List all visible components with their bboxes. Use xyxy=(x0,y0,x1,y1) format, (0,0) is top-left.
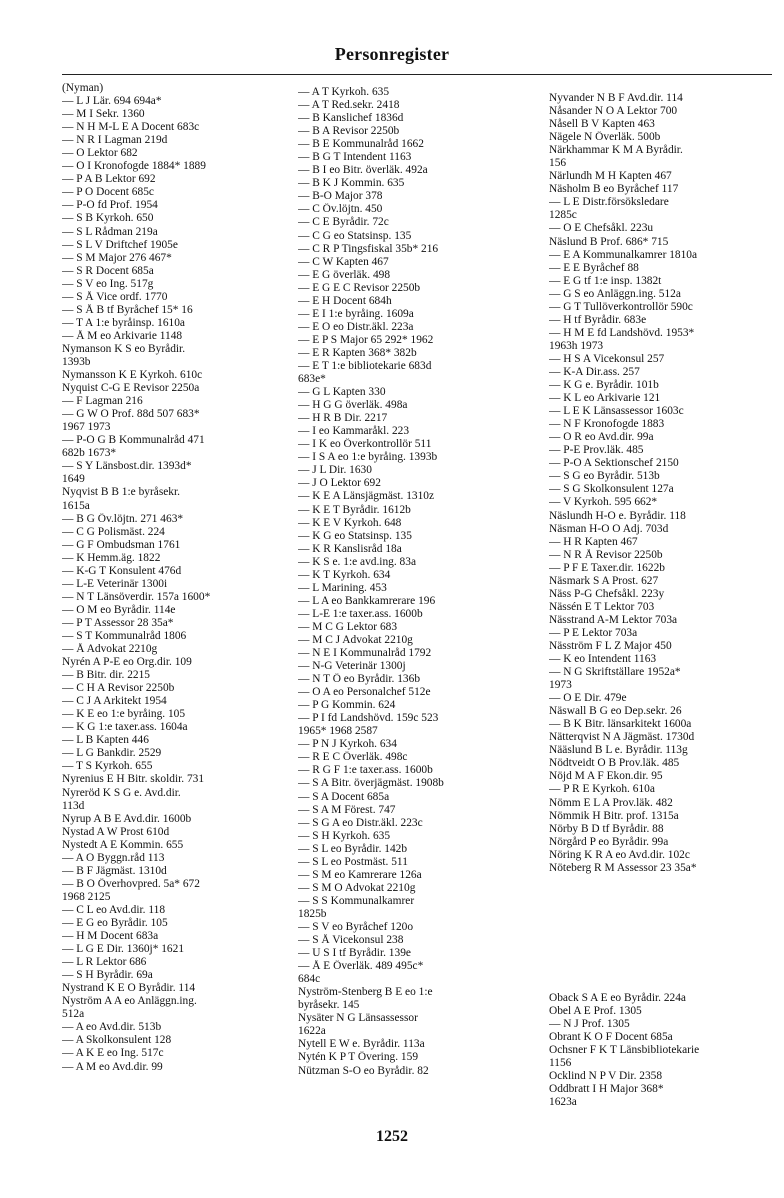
index-entry: — S G Skolkonsulent 127a xyxy=(549,483,674,496)
index-entry: Nytell E W e. Byrådir. 113a xyxy=(298,1038,425,1051)
index-entry: Näsholm B eo Byråchef 117 xyxy=(549,183,679,196)
index-entry: — C J A Arkitekt 1954 xyxy=(62,695,167,708)
index-entry: Nåsander N O A Lektor 700 xyxy=(549,105,678,118)
index-entry: — C R P Tingsfiskal 35b* 216 xyxy=(298,242,439,255)
index-entry: — S L eo Postmäst. 511 xyxy=(298,855,408,868)
index-entry: — P-O fd Prof. 1954 xyxy=(62,199,158,212)
index-entry: 156 xyxy=(549,157,567,170)
index-entry: Nätterqvist N A Jägmäst. 1730d xyxy=(549,731,695,744)
index-entry: Näsman H-O O Adj. 703d xyxy=(549,522,669,535)
index-entry: — N E I Kommunalråd 1792 xyxy=(298,647,432,660)
index-entry: Näswall B G eo Dep.sekr. 26 xyxy=(549,705,682,718)
index-entry: — H S A Vicekonsul 257 xyxy=(549,352,665,365)
index-entry: — B-O Major 378 xyxy=(298,190,383,203)
index-entry: — B G T Intendent 1163 xyxy=(298,151,412,164)
index-entry: Näss P-G Chefsåkl. 223y xyxy=(549,587,665,600)
index-entry: — C L eo Avd.dir. 118 xyxy=(62,903,166,916)
index-entry: — M C J Advokat 2210g xyxy=(298,633,413,646)
index-entry: — K E V Kyrkoh. 648 xyxy=(298,516,402,529)
index-entry: — L R Lektor 686 xyxy=(62,956,147,969)
index-entry: — P I fd Landshövd. 159c 523 xyxy=(298,712,439,725)
index-entry: — G S eo Anläggn.ing. 512a xyxy=(549,287,681,300)
index-entry: — K E eo 1:e byråing. 105 xyxy=(62,708,186,721)
index-entry: — S Y Länsbost.dir. 1393d* xyxy=(62,460,192,473)
index-entry: — H R B Dir. 2217 xyxy=(298,412,388,425)
index-entry: Nääslund B L e. Byrådir. 113g xyxy=(549,744,688,757)
index-entry: Nystedt A E Kommin. 655 xyxy=(62,838,184,851)
index-entry: 512a xyxy=(62,1008,85,1021)
index-entry: Nytén K P T Övering. 159 xyxy=(298,1051,419,1064)
index-entry: — C G eo Statsinsp. 135 xyxy=(298,229,412,242)
index-entry: — S Å Vice ordf. 1770 xyxy=(62,290,168,303)
index-entry: Närkhammar K M A Byrådir. xyxy=(549,144,683,157)
index-entry: 682b 1673* xyxy=(62,447,117,460)
index-entry: — A T Kyrkoh. 635 xyxy=(298,86,390,98)
index-entry: — P-E Prov.läk. 485 xyxy=(549,444,644,457)
index-entry: 1649 xyxy=(62,473,85,486)
index-entry: Oback S A E eo Byrådir. 224a xyxy=(549,992,686,1004)
index-entry: 1615a xyxy=(62,499,90,512)
index-entry: — L-E Veterinär 1300i xyxy=(62,577,168,590)
index-entry: — J L Dir. 1630 xyxy=(298,464,372,477)
index-entry: Nömmik H Bitr. prof. 1315a xyxy=(549,809,679,822)
index-entry: — K G 1:e taxer.ass. 1604a xyxy=(62,721,188,734)
index-entry: — K T Kyrkoh. 634 xyxy=(298,568,391,581)
index-entry: — Å E Överläk. 489 495c* xyxy=(298,960,424,973)
index-entry: — G F Ombudsman 1761 xyxy=(62,538,181,551)
index-entry: Nässtrand A-M Lektor 703a xyxy=(549,613,678,626)
index-entry: — L E Distr.försöksledare xyxy=(549,196,669,209)
index-entry: — H tf Byrådir. 683e xyxy=(549,313,647,326)
index-entry: — P G Kommin. 624 xyxy=(298,699,396,712)
index-entry: — H M Docent 683a xyxy=(62,930,159,943)
index-entry: Nymanson K S eo Byrådir. xyxy=(62,342,186,355)
index-entry: Näslundh H-O e. Byrådir. 118 xyxy=(549,509,686,522)
index-entry: — F Lagman 216 xyxy=(62,395,143,408)
index-entry: — I eo Kammaråkl. 223 xyxy=(298,425,410,438)
index-entry: — S T Kommunalråd 1806 xyxy=(62,629,187,642)
index-entry: — P E Lektor 703a xyxy=(549,626,638,639)
index-entry: Obel A E Prof. 1305 xyxy=(549,1005,642,1018)
index-entry: Nömm E L A Prov.läk. 482 xyxy=(549,796,673,809)
index-entry: — G T Tullöverkontrollör 590c xyxy=(549,300,693,313)
index-entry: — E R Kapten 368* 382b xyxy=(298,346,417,359)
index-entry: — S H Byrådir. 69a xyxy=(62,969,153,982)
index-entry: — A Skolkonsulent 128 xyxy=(62,1034,172,1047)
index-entry: 1973 xyxy=(549,679,572,692)
page-title: Personregister xyxy=(334,44,450,64)
index-entry: — B K J Kommin. 635 xyxy=(298,177,405,190)
index-entry: Oddbratt I H Major 368* xyxy=(549,1083,664,1096)
index-entry: — O M eo Byrådir. 114e xyxy=(62,603,176,616)
index-entry: 1156 xyxy=(549,1057,572,1070)
index-entry: — N T Ö eo Byrådir. 136b xyxy=(298,673,421,686)
index-entry: Nörgård P eo Byrådir. 99a xyxy=(549,835,669,848)
index-entry: — B Bitr. dir. 2215 xyxy=(62,669,150,682)
index-entry: — N F Kronofogde 1883 xyxy=(549,418,665,431)
index-entry: — P N J Kyrkoh. 634 xyxy=(298,738,397,751)
index-entry: — C G Polismäst. 224 xyxy=(62,525,165,538)
index-entry: 1968 2125 xyxy=(62,890,111,903)
index-entry: — L-E 1:e taxer.ass. 1600b xyxy=(298,607,423,620)
index-entry: — O E Dir. 479e xyxy=(549,692,627,705)
index-entry: — P A B Lektor 692 xyxy=(62,173,156,186)
index-entry: — U S I tf Byrådir. 139e xyxy=(298,947,411,960)
index-entry: — S M eo Kamrerare 126a xyxy=(298,868,422,881)
index-entry: — S B Kyrkoh. 650 xyxy=(62,212,154,225)
index-entry: (Nyman) xyxy=(62,82,104,94)
index-entry: — B F Jägmäst. 1310d xyxy=(62,864,167,877)
index-entry: — S S Kommunalkamrer xyxy=(298,894,415,907)
index-entry: — L G Bankdir. 2529 xyxy=(62,747,162,760)
index-entry: Nyström A A eo Anläggn.ing. xyxy=(62,995,197,1008)
index-column-1 xyxy=(62,82,290,1074)
index-entry: — B O Överhovpred. 5a* 672 xyxy=(62,877,200,890)
index-entry: Nåsell B V Kapten 463 xyxy=(549,118,655,131)
index-entry: Nägele N Överläk. 500b xyxy=(549,131,661,144)
index-entry: — E I 1:e byråing. 1609a xyxy=(298,307,414,320)
index-entry: — R G F 1:e taxer.ass. 1600b xyxy=(298,764,433,777)
index-entry: — E T 1:e bibliotekarie 683d xyxy=(298,359,432,372)
index-entry: 684c xyxy=(298,973,321,986)
index-entry: — G L Kapten 330 xyxy=(298,386,386,399)
index-entry: — O Lektor 682 xyxy=(62,147,138,160)
index-entry: — H G G överläk. 498a xyxy=(298,399,408,412)
index-entry: — S V eo Byråchef 120o xyxy=(298,921,414,933)
index-entry: — L G E Dir. 1360j* 1621 xyxy=(62,943,185,956)
index-entry: Nödtveidt O B Prov.läk. 485 xyxy=(549,757,680,770)
index-entry: — C H A Revisor 2250b xyxy=(62,682,175,695)
index-entry: Nyrup A B E Avd.dir. 1600b xyxy=(62,812,192,825)
index-entry: — N H M-L E A Docent 683c xyxy=(62,121,200,134)
index-entry: Nyrén A P-E eo Org.dir. 109 xyxy=(62,656,192,669)
index-entry: Närlundh M H Kapten 467 xyxy=(549,170,672,183)
index-entry: — N R Å Revisor 2250b xyxy=(549,548,663,561)
index-entry: — P R E Kyrkoh. 610a xyxy=(549,783,655,796)
index-entry: byråsekr. 145 xyxy=(298,999,360,1012)
index-entry: — E G överläk. 498 xyxy=(298,268,391,281)
index-entry: Nöring K R A eo Avd.dir. 102c xyxy=(549,848,690,861)
index-column-3 xyxy=(549,92,777,875)
index-entry: — K E A Länsjägmäst. 1310z xyxy=(298,490,435,503)
index-entry: — K R Kanslisråd 18a xyxy=(298,542,402,555)
index-entry: — R E C Överläk. 498c xyxy=(298,751,408,764)
index-entry: — L Marining. 453 xyxy=(298,581,387,594)
index-entry: — B I eo Bitr. överläk. 492a xyxy=(298,164,428,177)
index-entry: — K G eo Statsinsp. 135 xyxy=(298,529,412,542)
index-entry: — B A Revisor 2250b xyxy=(298,125,400,138)
index-entry: Nützman S-O eo Byrådir. 82 xyxy=(298,1064,429,1077)
index-entry: — C Öv.löjtn. 450 xyxy=(298,203,383,216)
index-entry: — A K E eo Ing. 517c xyxy=(62,1047,164,1060)
index-entry: — C W Kapten 467 xyxy=(298,255,389,268)
index-entry: — O E Chefsåkl. 223u xyxy=(549,222,654,235)
index-entry: Nöteberg R M Assessor 23 35a* xyxy=(549,861,697,874)
index-entry: Näsmark S A Prost. 627 xyxy=(549,574,659,587)
index-entry: — S L eo Byrådir. 142b xyxy=(298,842,408,855)
index-entry: — N T Länsöverdir. 157a 1600* xyxy=(62,590,211,603)
index-entry: Ocklind N P V Dir. 2358 xyxy=(549,1070,663,1083)
index-entry: Nässén E T Lektor 703 xyxy=(549,600,655,613)
index-entry: — K L eo Arkivarie 121 xyxy=(549,392,661,405)
page-number: 1252 xyxy=(376,1128,408,1145)
index-entry: 1963h 1973 xyxy=(549,339,604,352)
index-entry: — E G tf 1:e insp. 1382t xyxy=(549,274,662,287)
index-entry: — E H Docent 684h xyxy=(298,294,392,307)
index-entry: — S V eo Ing. 517g xyxy=(62,277,154,290)
index-entry: Nyström-Stenberg B E eo 1:e xyxy=(298,986,433,999)
index-entry: — E E Byråchef 88 xyxy=(549,261,639,274)
index-entry: — T S Kyrkoh. 655 xyxy=(62,760,153,773)
index-entry: — O I Kronofogde 1884* 1889 xyxy=(62,160,206,173)
index-entry: — K E T Byrådir. 1612b xyxy=(298,503,411,516)
index-entry: — S Å Vicekonsul 238 xyxy=(298,934,404,947)
index-entry: Nymansson K E Kyrkoh. 610c xyxy=(62,369,203,382)
index-entry: — E A Kommunalkamrer 1810a xyxy=(549,248,698,261)
index-entry: — K G e. Byrådir. 101b xyxy=(549,379,659,392)
index-entry: — P T Assessor 28 35a* xyxy=(62,616,174,629)
index-entry: — J O Lektor 692 xyxy=(298,477,381,490)
index-entry: — I S A eo 1:e byråing. 1393b xyxy=(298,451,438,464)
index-entry: Nöjd M A F Ekon.dir. 95 xyxy=(549,770,663,783)
index-entry: — N R I Lagman 219d xyxy=(62,134,168,147)
index-entry: — B Kanslichef 1836d xyxy=(298,112,404,125)
index-column-2 xyxy=(298,86,538,1078)
index-entry: — N G Skriftställare 1952a* xyxy=(549,666,681,679)
index-entry: Nyreröd K S G e. Avd.dir. xyxy=(62,786,181,799)
index-entry: — I K eo Överkontrollör 511 xyxy=(298,438,432,451)
index-entry: — P-O G B Kommunalråd 471 xyxy=(62,434,205,447)
index-entry: — N-G Veterinär 1300j xyxy=(298,660,406,673)
index-entry: — L B Kapten 446 xyxy=(62,734,149,747)
index-entry: — C E Byrådir. 72c xyxy=(298,216,389,229)
index-entry: — S M Major 276 467* xyxy=(62,251,172,264)
index-entry: — K-A Dir.ass. 257 xyxy=(549,365,640,378)
index-entry: Nyquist C-G E Revisor 2250a xyxy=(62,382,200,395)
index-entry: — B E Kommunalråd 1662 xyxy=(298,138,424,151)
index-entry: Nystrand K E O Byrådir. 114 xyxy=(62,982,196,995)
index-entry: 1285c xyxy=(549,209,577,222)
index-entry: Nyvander N B F Avd.dir. 114 xyxy=(549,92,683,104)
index-entry: — S G A eo Distr.äkl. 223c xyxy=(298,816,423,829)
index-entry: — P F E Taxer.dir. 1622b xyxy=(549,561,665,574)
index-entry: 1967 1973 xyxy=(62,421,111,434)
index-entry: Nystad A W Prost 610d xyxy=(62,825,170,838)
index-entry: — M C G Lektor 683 xyxy=(298,620,398,633)
index-entry: Nyrenius E H Bitr. skoldir. 731 xyxy=(62,773,205,786)
index-entry: — S A M Förest. 747 xyxy=(298,803,396,816)
index-entry: — S L Rådman 219a xyxy=(62,225,158,238)
index-entry: — E O eo Distr.äkl. 223a xyxy=(298,320,414,333)
index-entry: — S M O Advokat 2210g xyxy=(298,881,416,894)
index-entry: — S R Docent 685a xyxy=(62,264,154,277)
index-entry: — K Hemm.äg. 1822 xyxy=(62,551,161,564)
index-entry: — L A eo Bankkamrerare 196 xyxy=(298,594,436,607)
index-entry: — A eo Avd.dir. 513b xyxy=(62,1021,162,1034)
index-entry: — Å M eo Arkivarie 1148 xyxy=(62,329,183,342)
index-entry: — T A 1:e byråinsp. 1610a xyxy=(62,316,185,329)
index-entry: — S A Bitr. överjägmäst. 1908b xyxy=(298,777,444,790)
index-entry: — L J Lär. 694 694a* xyxy=(62,95,162,108)
index-entry: — P-O A Sektionschef 2150 xyxy=(549,457,679,470)
index-entry: Nysäter N G Länsassessor xyxy=(298,1012,418,1025)
index-entry: — L E K Länsassessor 1603c xyxy=(549,405,684,418)
index-entry: — S Å B tf Byråchef 15* 16 xyxy=(62,303,193,316)
index-entry: — S A Docent 685a xyxy=(298,790,390,803)
index-entry: — O R eo Avd.dir. 99a xyxy=(549,431,654,444)
index-entry: — A M eo Avd.dir. 99 xyxy=(62,1060,163,1073)
index-entry: 1623a xyxy=(549,1096,577,1109)
index-entry: — G W O Prof. 88d 507 683* xyxy=(62,408,200,421)
index-entry: 1825b xyxy=(298,907,327,920)
index-entry: 1965* 1968 2587 xyxy=(298,725,378,738)
index-entry: — O A eo Personalchef 512e xyxy=(298,686,431,699)
index-entry: — M I Sekr. 1360 xyxy=(62,108,145,121)
index-column-3-lower xyxy=(549,992,777,1109)
index-entry: — K S e. 1:e avd.ing. 83a xyxy=(298,555,416,568)
index-entry: — P O Docent 685c xyxy=(62,186,154,199)
index-entry: — A O Byggn.råd 113 xyxy=(62,851,165,864)
index-entry: — H M E fd Landshövd. 1953* xyxy=(549,326,695,339)
index-entry: 1393b xyxy=(62,355,91,368)
index-entry: — K eo Intendent 1163 xyxy=(549,653,657,666)
index-entry: 113d xyxy=(62,799,85,812)
index-entry: — V Kyrkoh. 595 662* xyxy=(549,496,658,509)
index-entry: — E G eo Byrådir. 105 xyxy=(62,917,168,929)
index-entry: — S H Kyrkoh. 635 xyxy=(298,829,391,842)
index-entry: — H R Kapten 467 xyxy=(549,535,638,548)
index-entry: Ochsner F K T Länsbibliotekarie xyxy=(549,1044,700,1057)
index-entry: Nyqvist B B 1:e byråsekr. xyxy=(62,486,181,499)
index-entry: — E P S Major 65 292* 1962 xyxy=(298,333,434,346)
index-entry: 1622a xyxy=(298,1025,326,1038)
index-entry: — B G Öv.löjtn. 271 463* xyxy=(62,512,184,525)
index-entry: — E G E C Revisor 2250b xyxy=(298,281,421,294)
index-entry: — S L V Driftchef 1905e xyxy=(62,238,178,251)
index-entry: — N J Prof. 1305 xyxy=(549,1018,630,1031)
index-entry: — Å Advokat 2210g xyxy=(62,643,158,656)
index-entry: — K-G T Konsulent 476d xyxy=(62,564,182,577)
index-entry: Näsström F L Z Major 450 xyxy=(549,639,672,652)
index-entry: — A T Red.sekr. 2418 xyxy=(298,99,400,112)
index-entry: — B K Bitr. länsarkitekt 1600a xyxy=(549,718,692,731)
index-entry: Obrant K O F Docent 685a xyxy=(549,1031,673,1044)
index-entry: Näslund B Prof. 686* 715 xyxy=(549,235,669,248)
index-entry: 683e* xyxy=(298,373,326,386)
index-entry: — S G eo Byrådir. 513b xyxy=(549,470,660,483)
index-entry: Nörby B D tf Byrådir. 88 xyxy=(549,822,664,835)
header-rule xyxy=(62,74,772,75)
